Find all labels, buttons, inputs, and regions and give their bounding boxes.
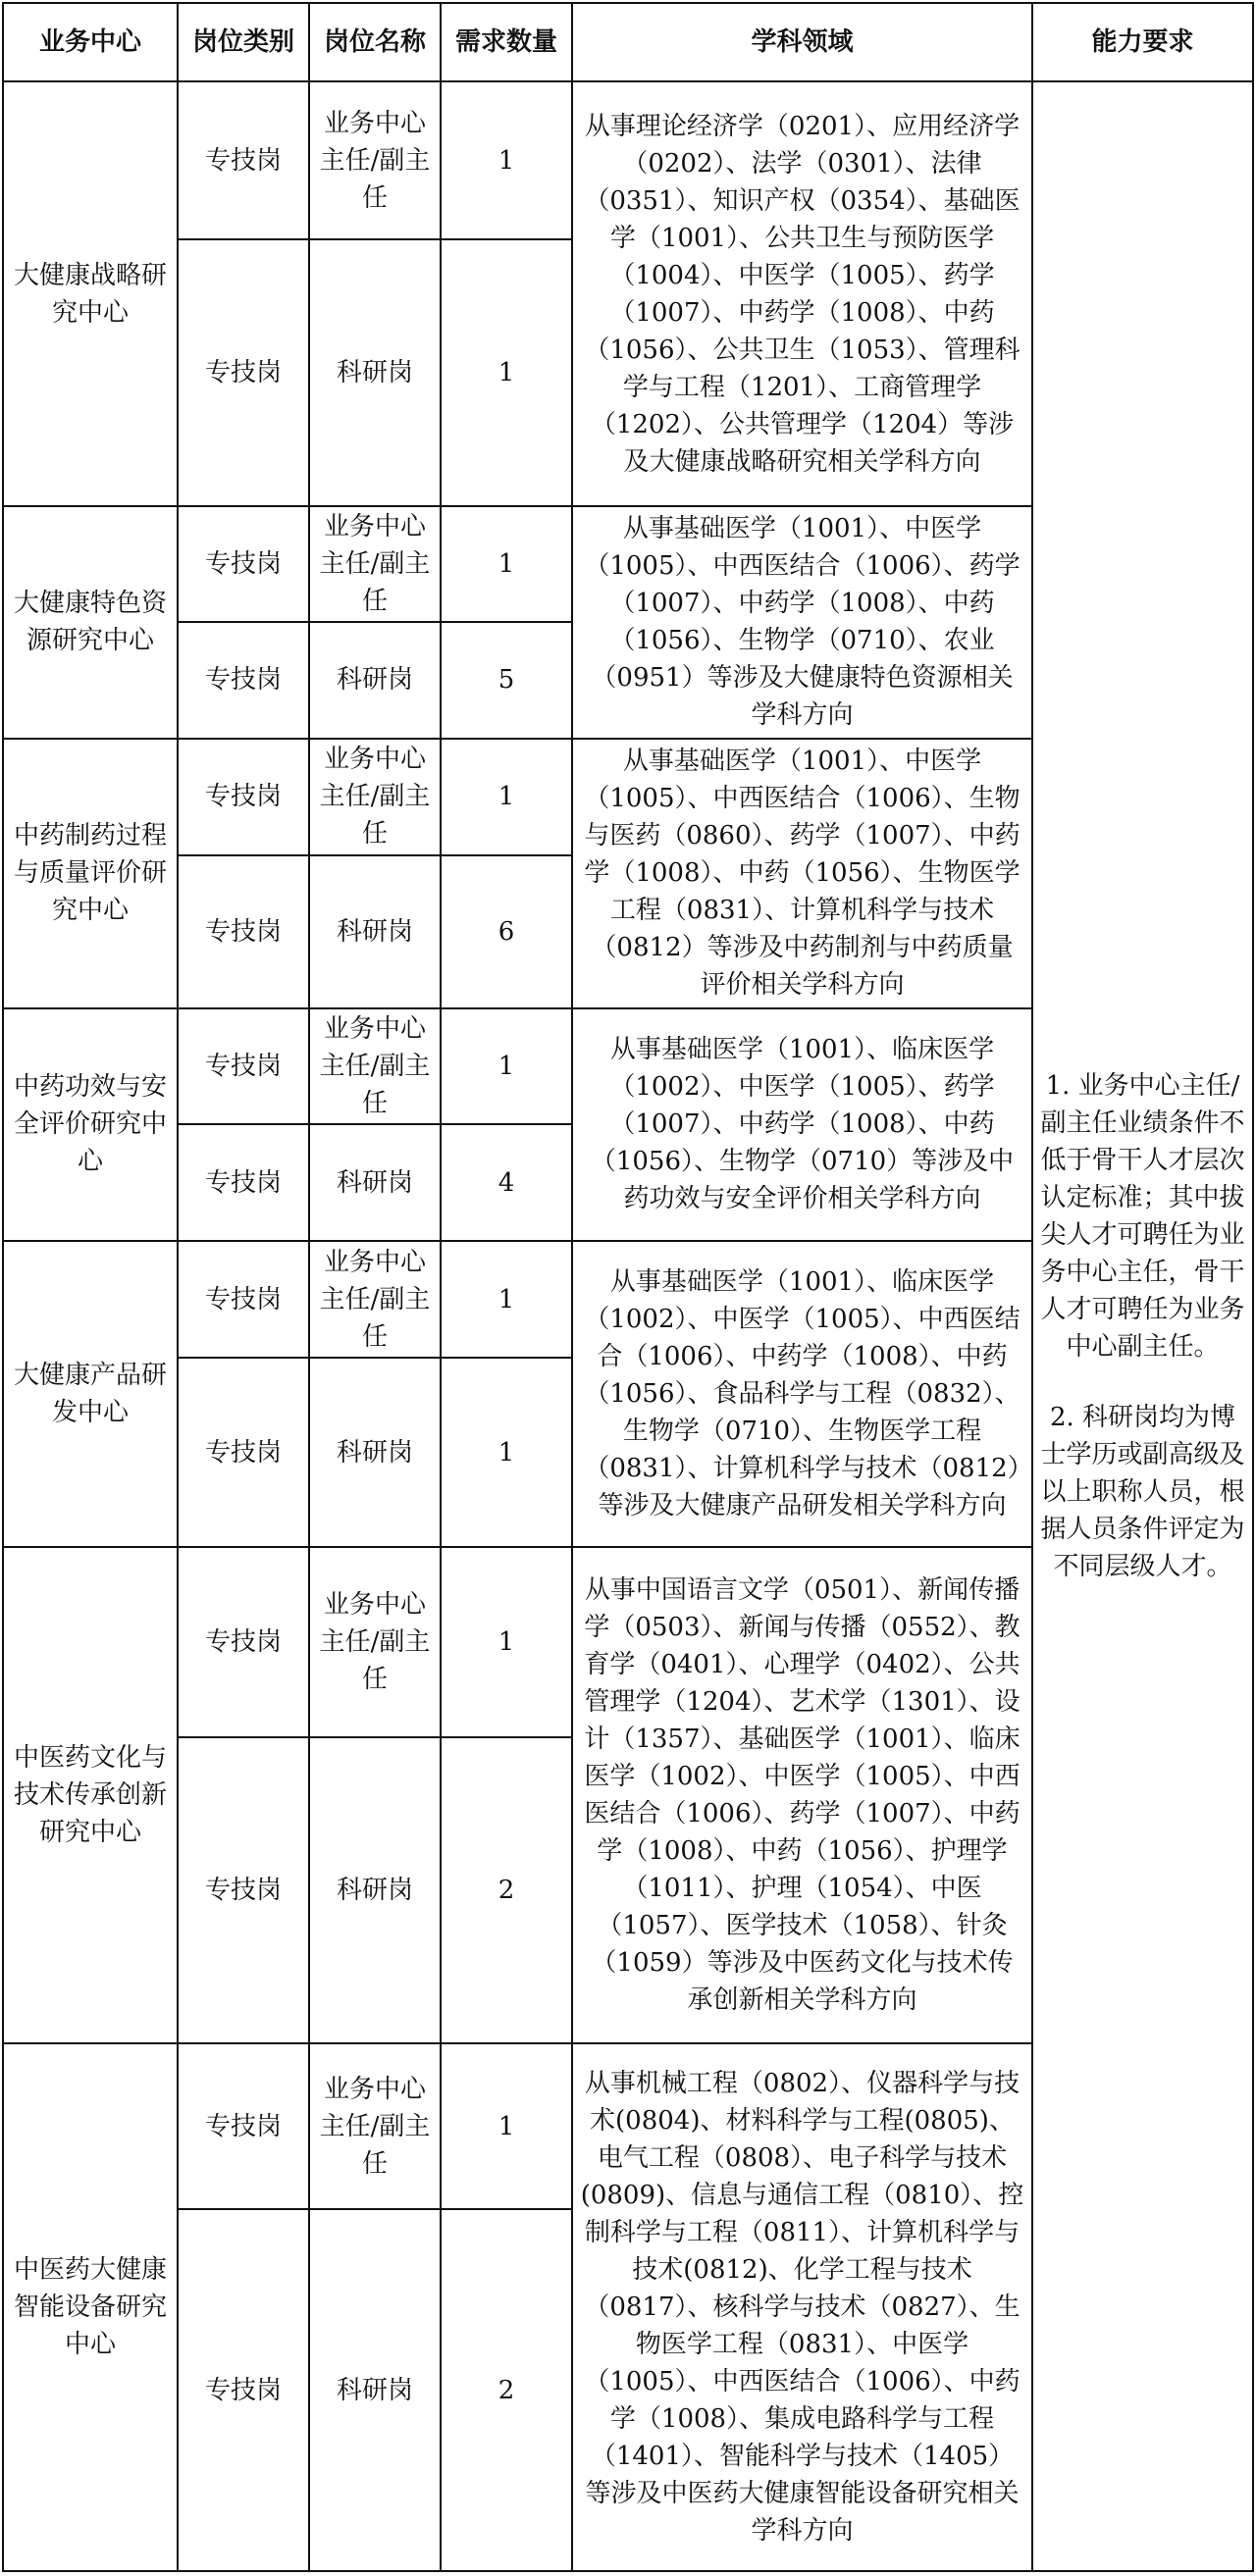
requirement-item: 2. 科研岗均为博士学历或副高级及以上职称人员，根据人员条件评定为不同层级人才。 xyxy=(1040,1403,1245,1581)
demand-count-cell: 2 xyxy=(441,1737,572,2043)
post-type-cell: 专技岗 xyxy=(178,2209,309,2571)
post-type-cell: 专技岗 xyxy=(178,1008,309,1125)
header-requirement: 能力要求 xyxy=(1032,3,1253,81)
business-center-cell: 中药功效与安全评价研究中心 xyxy=(3,1008,178,1242)
post-name-cell: 业务中心主任/副主任 xyxy=(309,81,441,239)
discipline-field-cell: 从事基础医学（1001）、中医学（1005）、中西医结合（1006）、药学（1007）、中药学（1008）、中药（1056）、生物学（0710）、农业（0951）等涉及大健康特色资源相关学科方向 xyxy=(572,506,1032,739)
post-type-cell: 专技岗 xyxy=(178,855,309,1008)
demand-count-cell: 2 xyxy=(441,2209,572,2571)
demand-count-cell: 1 xyxy=(441,81,572,239)
header-count: 需求数量 xyxy=(441,3,572,81)
post-type-cell: 专技岗 xyxy=(178,622,309,739)
demand-count-cell: 1 xyxy=(441,1547,572,1736)
demand-count-cell: 1 xyxy=(441,1008,572,1125)
business-center-cell: 中医药文化与技术传承创新研究中心 xyxy=(3,1547,178,2043)
demand-count-cell: 5 xyxy=(441,622,572,739)
post-name-cell: 业务中心主任/副主任 xyxy=(309,506,441,622)
business-center-cell: 大健康产品研发中心 xyxy=(3,1241,178,1547)
header-name: 岗位名称 xyxy=(309,3,441,81)
demand-count-cell: 1 xyxy=(441,1358,572,1547)
post-name-cell: 业务中心主任/副主任 xyxy=(309,1008,441,1125)
post-name-cell: 科研岗 xyxy=(309,855,441,1008)
discipline-field-cell: 从事机械工程（0802）、仪器科学与技术(0804)、材料科学与工程(0805)、电气工程（0808）、电子科学与技术(0809)、信息与通信工程（0810）、控制科学与工程（0811）、计算机科学与技术(0812)、化学工程与技术（0817）、核科学与技术（0827）、生物医学工程（0831）、中医学（1005）、中西医结合（1006）、中药学（1008）、集成电路科学与工程（1401）、智能科学与技术（1405）等涉及中医药大健康智能设备研究相关学科方向 xyxy=(572,2043,1032,2571)
post-name-cell: 科研岗 xyxy=(309,2209,441,2571)
post-name-cell: 业务中心主任/副主任 xyxy=(309,1241,441,1358)
post-name-cell: 科研岗 xyxy=(309,622,441,739)
table-row xyxy=(3,81,1253,239)
recruitment-table xyxy=(2,2,1254,2572)
demand-count-cell: 4 xyxy=(441,1124,572,1241)
business-center-cell: 中药制药过程与质量评价研究中心 xyxy=(3,739,178,1008)
demand-count-cell: 1 xyxy=(441,1241,572,1358)
discipline-field-cell: 从事中国语言文学（0501）、新闻传播学（0503）、新闻与传播（0552）、教育学（0401）、心理学（0402）、公共管理学（1204）、艺术学（1301）、设计（1357）、基础医学（1001）、临床医学（1002）、中医学（1005）、中西医结合（1006）、药学（1007）、中药学（1008）、中药（1056）、护理学（1011）、护理（1054）、中医（1057）、医学技术（1058）、针灸（1059）等涉及中医药文化与技术传承创新相关学科方向 xyxy=(572,1547,1032,2043)
post-type-cell: 专技岗 xyxy=(178,1241,309,1358)
post-type-cell: 专技岗 xyxy=(178,239,309,506)
business-center-cell: 中医药大健康智能设备研究中心 xyxy=(3,2043,178,2571)
post-name-cell: 科研岗 xyxy=(309,1737,441,2043)
business-center-cell: 大健康特色资源研究中心 xyxy=(3,506,178,739)
ability-requirement-cell xyxy=(1032,81,1253,2571)
discipline-field-cell: 从事理论经济学（0201）、应用经济学（0202）、法学（0301）、法律（0351）、知识产权（0354）、基础医学（1001）、公共卫生与预防医学（1004）、中医学（1005）、药学（1007）、中药学（1008）、中药（1056）、公共卫生（1053）、管理科学与工程（1201）、工商管理学（1202）、公共管理学（1204）等涉及大健康战略研究相关学科方向 xyxy=(572,81,1032,506)
post-name-cell: 科研岗 xyxy=(309,239,441,506)
post-type-cell: 专技岗 xyxy=(178,2043,309,2209)
header-field: 学科领域 xyxy=(572,3,1032,81)
demand-count-cell: 6 xyxy=(441,855,572,1008)
post-name-cell: 科研岗 xyxy=(309,1358,441,1547)
discipline-field-cell: 从事基础医学（1001）、中医学（1005）、中西医结合（1006）、生物与医药（0860）、药学（1007）、中药学（1008）、中药（1056）、生物医学工程（0831）、计算机科学与技术（0812）等涉及中药制剂与中药质量评价相关学科方向 xyxy=(572,739,1032,1008)
post-name-cell: 科研岗 xyxy=(309,1124,441,1241)
post-type-cell: 专技岗 xyxy=(178,1124,309,1241)
post-type-cell: 专技岗 xyxy=(178,506,309,622)
header-type: 岗位类别 xyxy=(178,3,309,81)
post-type-cell: 专技岗 xyxy=(178,1547,309,1736)
post-type-cell: 专技岗 xyxy=(178,1737,309,2043)
post-type-cell: 专技岗 xyxy=(178,739,309,855)
post-name-cell: 业务中心主任/副主任 xyxy=(309,1547,441,1736)
demand-count-cell: 1 xyxy=(441,506,572,622)
post-type-cell: 专技岗 xyxy=(178,81,309,239)
discipline-field-cell: 从事基础医学（1001）、临床医学（1002）、中医学（1005）、药学（1007）、中药学（1008）、中药（1056）、生物学（0710）等涉及中药功效与安全评价相关学科方向 xyxy=(572,1008,1032,1242)
post-name-cell: 业务中心主任/副主任 xyxy=(309,2043,441,2209)
discipline-field-cell: 从事基础医学（1001）、临床医学（1002）、中医学（1005）、中西医结合（1006）、中药学（1008）、中药（1056）、食品科学与工程（0832）、生物学（0710）、生物医学工程（0831）、计算机科学与技术（0812）等涉及大健康产品研发相关学科方向 xyxy=(572,1241,1032,1547)
header-row xyxy=(3,3,1253,81)
requirement-item: 1. 业务中心主任/副主任业绩条件不低于骨干人才层次认定标准；其中拔尖人才可聘任为业务中心主任，骨干人才可聘任为业务中心副主任。 xyxy=(1040,1071,1245,1362)
demand-count-cell: 1 xyxy=(441,739,572,855)
post-type-cell: 专技岗 xyxy=(178,1358,309,1547)
post-name-cell: 业务中心主任/副主任 xyxy=(309,739,441,855)
business-center-cell: 大健康战略研究中心 xyxy=(3,81,178,506)
demand-count-cell: 1 xyxy=(441,2043,572,2209)
header-center: 业务中心 xyxy=(3,3,178,81)
demand-count-cell: 1 xyxy=(441,239,572,506)
